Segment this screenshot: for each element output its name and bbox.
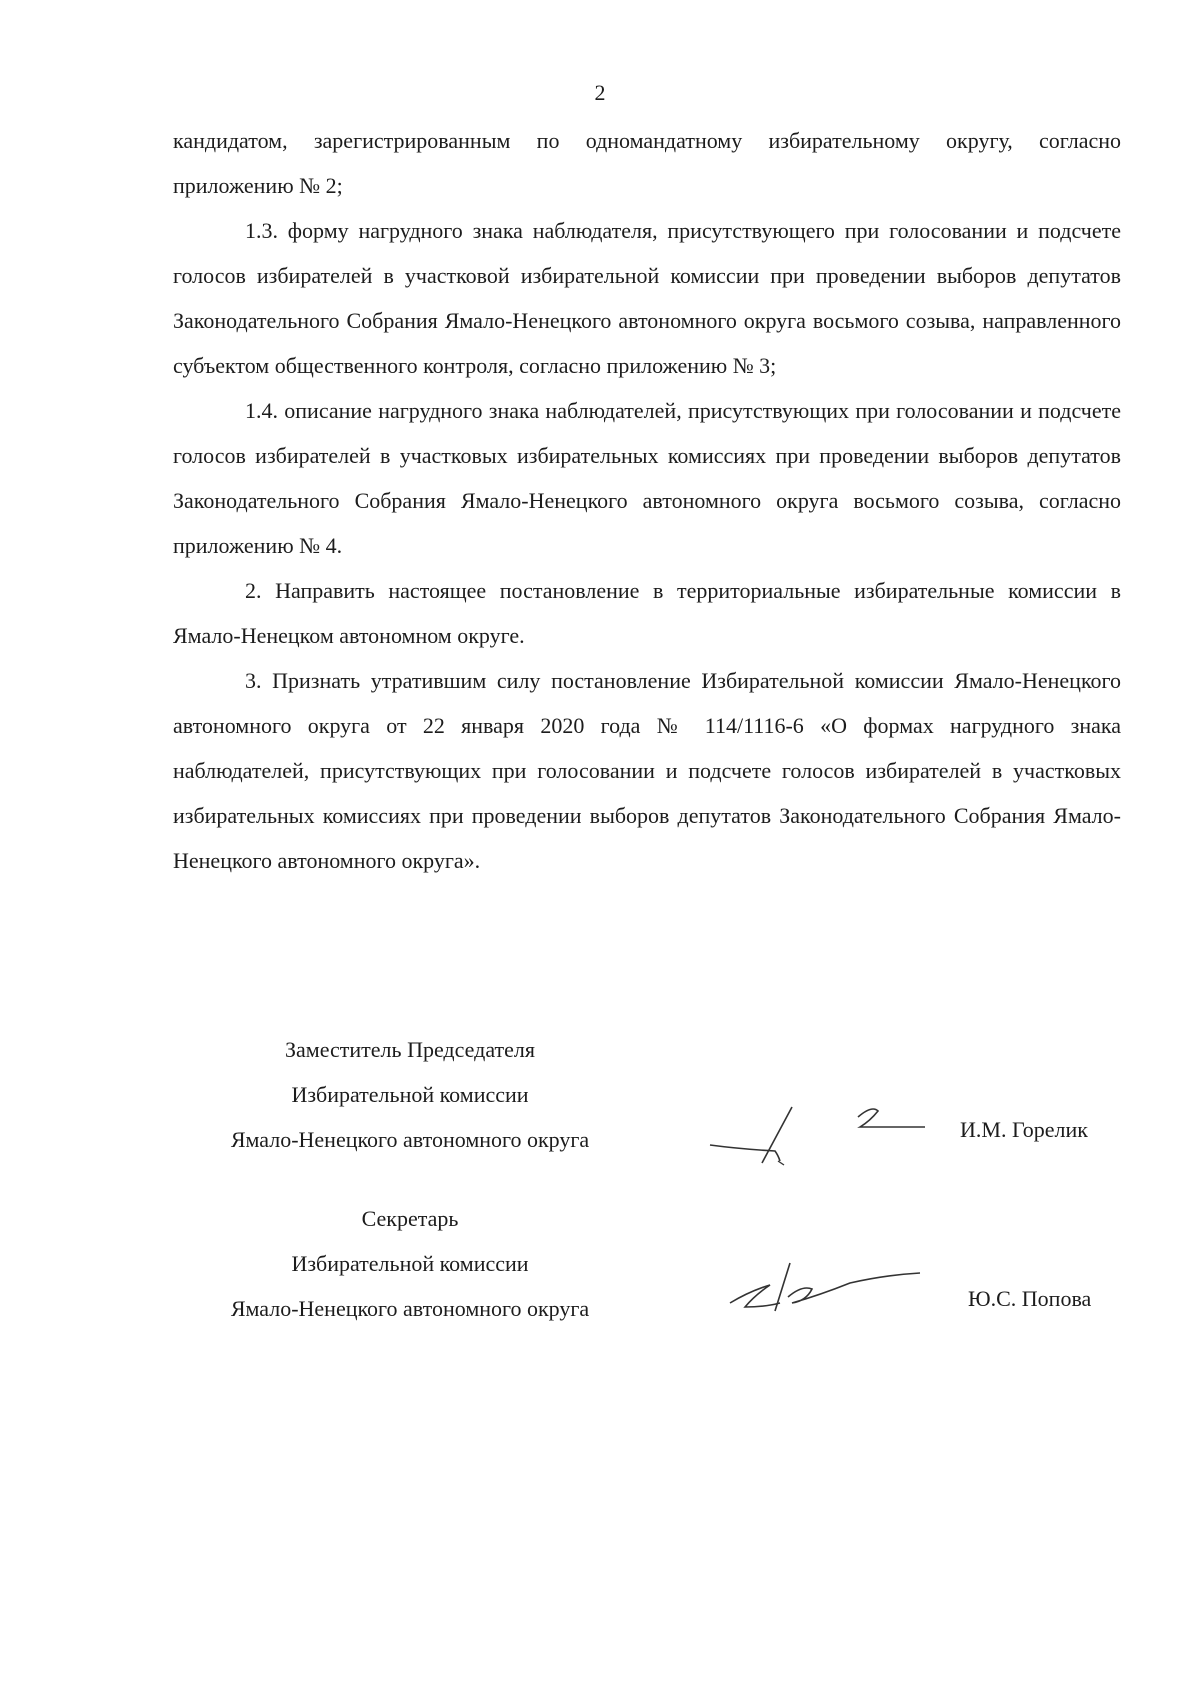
signatory-title-line: Секретарь [361, 1206, 459, 1231]
paragraph-item-3: 3. Признать утратившим силу постановление Избирательной комиссии Ямало-Ненецкого автономного округа от 22 января 2020 года № 114/1116-6 «О формах нагрудного знака наблюдателей, присутствующих при голосовании и подсчете голосов избирателей в участковых избирательных комиссиях при проведении выборов депутатов Законодательного Собрания Ямало-Ненецкого автономного округа». [173, 668, 1121, 873]
paragraph-item-1-3: 1.3. форму нагрудного знака наблюдателя, присутствующего при голосовании и подсчете голосов избирателей в участковой избирательной комиссии при проведении выборов депутатов Законодательного Собрания Ямало-Ненецкого автономного округа восьмого созыва, направленного субъектом общественного контроля, согласно приложению № 3; [173, 218, 1121, 378]
signatory-name-popova: Ю.С. Попова [968, 1286, 1092, 1311]
paragraph-item-1-4: 1.4. описание нагрудного знака наблюдателей, присутствующих при голосовании и подсчете голосов избирателей в участковых избирательных комиссиях при проведении выборов депутатов Законодательного Собрания Ямало-Ненецкого автономного округа восьмого созыва, согласно приложению № 4. [173, 398, 1121, 558]
signatory-title-line: Избирательной комиссии [291, 1082, 529, 1107]
signatory-title-line: Избирательной комиссии [291, 1251, 529, 1276]
signature-block-secretary [170, 1196, 650, 1331]
signature-block-deputy-chair [170, 1027, 650, 1162]
paragraph-item-2: 2. Направить настоящее постановление в территориальные избирательные комиссии в Ямало-Ненецком автономном округе. [173, 578, 1121, 648]
page-number: 2 [594, 80, 606, 105]
signatory-title-line: Заместитель Председателя [285, 1037, 535, 1062]
document-body [173, 118, 1121, 883]
handwritten-signature-gorelik [700, 1085, 960, 1175]
handwritten-signature-popova [720, 1255, 950, 1325]
signatory-title-line: Ямало-Ненецкого автономного округа [230, 1296, 590, 1321]
signatory-name-gorelik: И.М. Горелик [960, 1117, 1088, 1142]
paragraph-continuation: кандидатом, зарегистрированным по одномандатному избирательному округу, согласно приложению № 2; [173, 128, 1121, 198]
signatory-title-line: Ямало-Ненецкого автономного округа [230, 1127, 590, 1152]
